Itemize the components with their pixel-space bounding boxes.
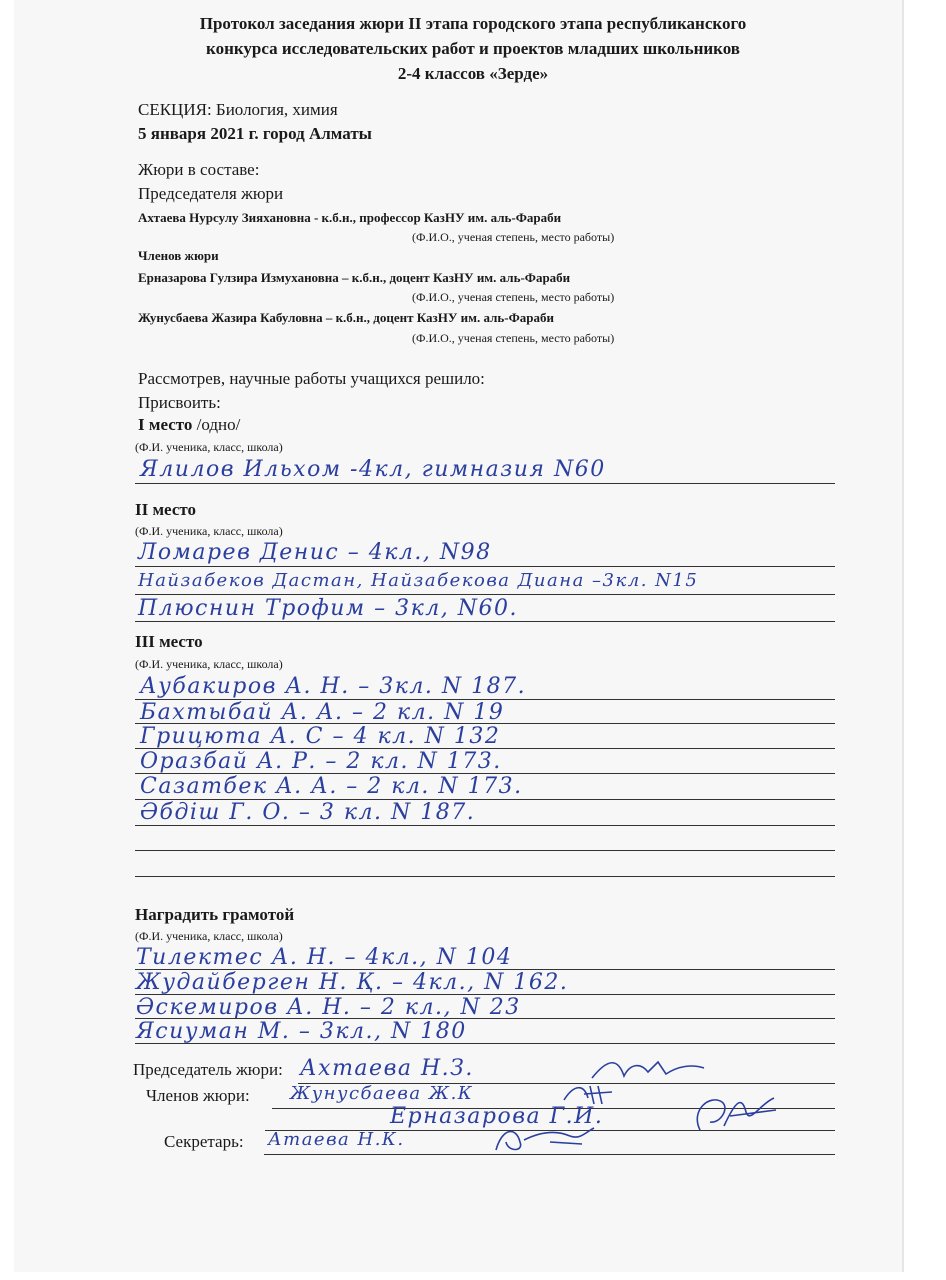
certificates-heading: Наградить грамотой (135, 905, 295, 924)
first-place-caption: (Ф.И. ученика, класс, школа) (135, 440, 283, 454)
title-line-1: Протокол заседания жюри II этапа городского этапа республиканского (199, 14, 747, 33)
member-1-signature-value: Жунусбаева Ж.К (290, 1083, 474, 1104)
entry-line (135, 483, 835, 484)
member-1-name: Ерназарова Гулзира Измухановна – к.б.н., доцент КазНУ им. аль-Фараби (138, 270, 571, 285)
certificate-entry-1: Тилектес А. Н. – 4кл., N 104 (136, 945, 513, 970)
entry-line (135, 566, 835, 567)
chair-heading: Председателя жюри (138, 184, 284, 203)
secretary-signature-mark (490, 1122, 600, 1156)
third-place-entry-4: Оразбай А. Р. – 2 кл. N 173. (140, 749, 502, 774)
entry-line (135, 850, 835, 851)
third-place-entry-2: Бахтыбай А. А. – 2 кл. N 19 (140, 700, 505, 725)
second-place-entry-3: Плюснин Трофим – 3кл, N60. (138, 596, 519, 621)
award-text: Присвоить: (138, 393, 221, 412)
chair-caption: (Ф.И.О., ученая степень, место работы) (412, 230, 615, 244)
member-2-signature-value: Ерназарова Г.И. (390, 1104, 604, 1129)
entry-line (135, 876, 835, 877)
decision-text: Рассмотрев, научные работы учащихся решило: (138, 369, 485, 388)
third-place-entry-3: Грицюта А. С – 4 кл. N 132 (140, 724, 501, 749)
secretary-signature-label: Секретарь: (164, 1132, 244, 1151)
title-line-2: конкурса исследовательских работ и проектов младших школьников (206, 39, 740, 58)
member-2-caption: (Ф.И.О., ученая степень, место работы) (412, 331, 615, 345)
second-place-entry-2: Найзабеков Дастан, Найзабекова Диана –3кл. N15 (138, 570, 699, 591)
certificate-entry-2: Жудайберген Н. Қ. – 4кл., N 162. (136, 970, 569, 995)
certificates-caption: (Ф.И. ученика, класс, школа) (135, 929, 283, 943)
second-place-entry-1: Ломарев Денис – 4кл., N98 (138, 540, 492, 565)
second-place-caption: (Ф.И. ученика, класс, школа) (135, 524, 283, 538)
section-name: СЕКЦИЯ: Биология, химия (138, 100, 338, 119)
entry-line (135, 594, 835, 595)
secretary-signature-value: Атаева Н.К. (268, 1129, 405, 1150)
entry-line (135, 825, 835, 826)
third-place-entry-1: Аубакиров А. Н. – 3кл. N 187. (140, 674, 527, 699)
jury-intro: Жюри в составе: (138, 160, 260, 179)
first-place-note: /одно/ (196, 415, 241, 434)
first-place-entry: Ялилов Ильхом -4кл, гимназия N60 (140, 457, 606, 482)
signature-line (264, 1154, 835, 1155)
members-signature-label: Членов жюри: (146, 1086, 250, 1105)
date-place: 5 января 2021 г. город Алматы (138, 124, 372, 143)
members-heading: Членов жюри (138, 248, 219, 263)
third-place-entry-5: Сазатбек А. А. – 2 кл. N 173. (140, 774, 523, 799)
first-place-label: I место (138, 415, 193, 434)
member-2-name: Жунусбаева Жазира Кабуловна – к.б.н., доцент КазНУ им. аль-Фараби (138, 310, 554, 325)
chair-signature-value: Ахтаева Н.З. (300, 1056, 474, 1081)
entry-line (135, 1043, 835, 1044)
entry-line (135, 621, 835, 622)
first-place-heading (138, 415, 240, 435)
member-1-caption: (Ф.И.О., ученая степень, место работы) (412, 290, 615, 304)
third-place-heading: III место (135, 632, 203, 651)
certificate-entry-3: Әскемиров А. Н. – 2 кл., N 23 (136, 995, 521, 1020)
second-place-heading: II место (135, 500, 196, 519)
chair-signature-label: Председатель жюри: (133, 1060, 283, 1079)
third-place-entry-6: Әбдіш Г. О. – 3 кл. N 187. (140, 800, 476, 825)
chair-name: Ахтаева Нурсулу Зияхановна - к.б.н., профессор КазНУ им. аль-Фараби (138, 210, 562, 225)
certificate-entry-4: Ясиуман М. – 3кл., N 180 (136, 1019, 467, 1044)
title-line-3: 2-4 классов «Зерде» (397, 64, 549, 83)
third-place-caption: (Ф.И. ученика, класс, школа) (135, 657, 283, 671)
